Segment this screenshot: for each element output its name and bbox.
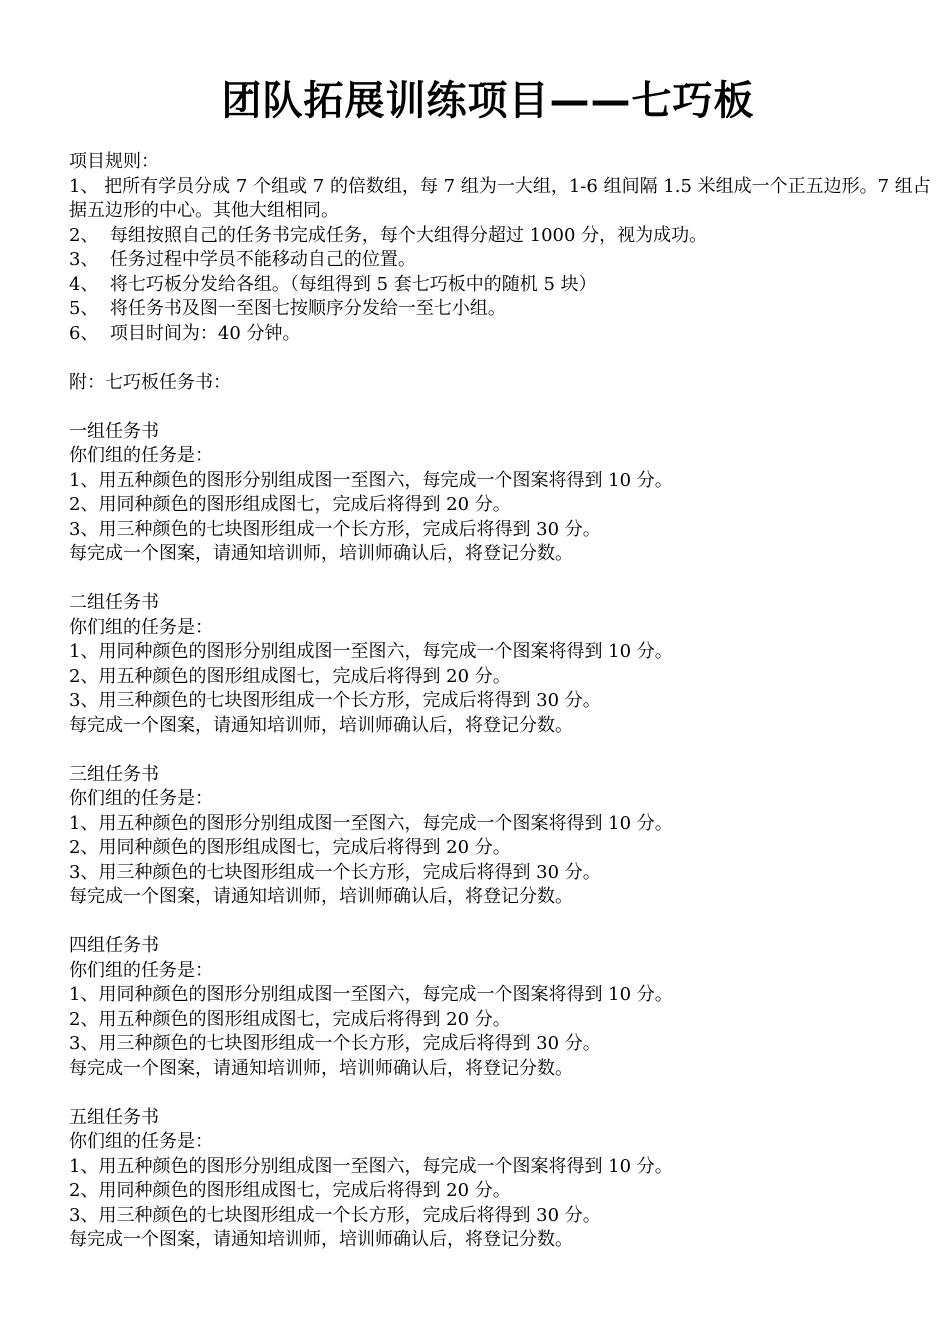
task-book-group-1 xyxy=(69,420,939,567)
task-item: 3、用三种颜色的七块图形组成一个长方形，完成后将得到 30 分。 xyxy=(69,1033,601,1054)
task-book-title: 五组任务书 xyxy=(69,1106,159,1128)
task-item: 3、用三种颜色的七块图形组成一个长方形，完成后将得到 30 分。 xyxy=(69,690,601,711)
task-book-note: 每完成一个图案，请通知培训师，培训师确认后，将登记分数。 xyxy=(69,886,573,907)
task-book-group-5 xyxy=(69,1106,939,1253)
task-book-title: 二组任务书 xyxy=(69,592,159,613)
task-item: 2、用同种颜色的图形组成图七，完成后将得到 20 分。 xyxy=(69,494,511,515)
task-book-group-4 xyxy=(69,934,939,1081)
task-item: 2、用五种颜色的图形组成图七，完成后将得到 20 分。 xyxy=(69,1008,511,1030)
task-item: 1、用五种颜色的图形分别组成图一至图六，每完成一个图案将得到 10 分。 xyxy=(69,812,673,834)
rule-item: 6、 项目时间为：40 分钟。 xyxy=(69,322,301,344)
rule-item: 5、 将任务书及图一至图七按顺序分发给一至七小组。 xyxy=(69,298,506,319)
rule-item: 3、 任务过程中学员不能移动自己的位置。 xyxy=(69,249,416,270)
task-book-group-3 xyxy=(69,763,939,910)
task-book-group-2 xyxy=(69,591,939,738)
task-item: 1、用同种颜色的图形分别组成图一至图六，每完成一个图案将得到 10 分。 xyxy=(69,641,673,662)
spacer xyxy=(69,346,939,371)
document-body xyxy=(69,150,939,1253)
task-book-note: 每完成一个图案，请通知培训师，培训师确认后，将登记分数。 xyxy=(69,1057,573,1079)
document-title: 团队拓展训练项目——七巧板 xyxy=(221,78,755,124)
task-item: 3、用三种颜色的七块图形组成一个长方形，完成后将得到 30 分。 xyxy=(69,861,601,883)
rules-section xyxy=(69,150,939,346)
task-book-intro: 你们组的任务是： xyxy=(69,788,213,809)
task-book-title: 三组任务书 xyxy=(69,763,159,785)
rules-heading: 项目规则： xyxy=(69,151,159,172)
task-book-intro: 你们组的任务是： xyxy=(69,616,213,638)
task-book-intro: 你们组的任务是： xyxy=(69,959,213,981)
rule-item: 2、 每组按照自己的任务书完成任务，每个大组得分超过 1000 分，视为成功。 xyxy=(69,224,708,246)
task-item: 2、用同种颜色的图形组成图七，完成后将得到 20 分。 xyxy=(69,1180,511,1201)
rule-item: 1、 把所有学员分成 7 个组或 7 的倍数组，每 7 组为一大组，1-6 组间隔 1.5 米组成一个正五边形。7 组占据五边形的中心。其他大组相同。 xyxy=(69,175,931,221)
task-book-note: 每完成一个图案，请通知培训师，培训师确认后，将登记分数。 xyxy=(69,1229,573,1250)
rule-item: 4、 将七巧板分发给各组。（每组得到 5 套七巧板中的随机 5 块） xyxy=(69,273,597,295)
task-item: 1、用五种颜色的图形分别组成图一至图六，每完成一个图案将得到 10 分。 xyxy=(69,1155,673,1177)
task-book-intro: 你们组的任务是： xyxy=(69,1131,213,1152)
spacer xyxy=(69,1081,939,1106)
spacer xyxy=(69,395,939,420)
task-book-note: 每完成一个图案，请通知培训师，培训师确认后，将登记分数。 xyxy=(69,714,573,736)
task-item: 1、用同种颜色的图形分别组成图一至图六，每完成一个图案将得到 10 分。 xyxy=(69,984,673,1005)
appendix-heading: 附：七巧板任务书： xyxy=(69,371,231,393)
task-book-title: 四组任务书 xyxy=(69,935,159,956)
task-item: 2、用五种颜色的图形组成图七，完成后将得到 20 分。 xyxy=(69,665,511,687)
task-item: 2、用同种颜色的图形组成图七，完成后将得到 20 分。 xyxy=(69,837,511,858)
task-item: 3、用三种颜色的七块图形组成一个长方形，完成后将得到 30 分。 xyxy=(69,1204,601,1226)
task-book-intro: 你们组的任务是： xyxy=(69,445,213,466)
spacer xyxy=(69,910,939,935)
task-item: 3、用三种颜色的七块图形组成一个长方形，完成后将得到 30 分。 xyxy=(69,518,601,540)
task-book-note: 每完成一个图案，请通知培训师，培训师确认后，将登记分数。 xyxy=(69,543,573,564)
spacer xyxy=(69,738,939,763)
task-item: 1、用五种颜色的图形分别组成图一至图六，每完成一个图案将得到 10 分。 xyxy=(69,469,673,491)
spacer xyxy=(69,567,939,592)
task-book-title: 一组任务书 xyxy=(69,420,159,442)
